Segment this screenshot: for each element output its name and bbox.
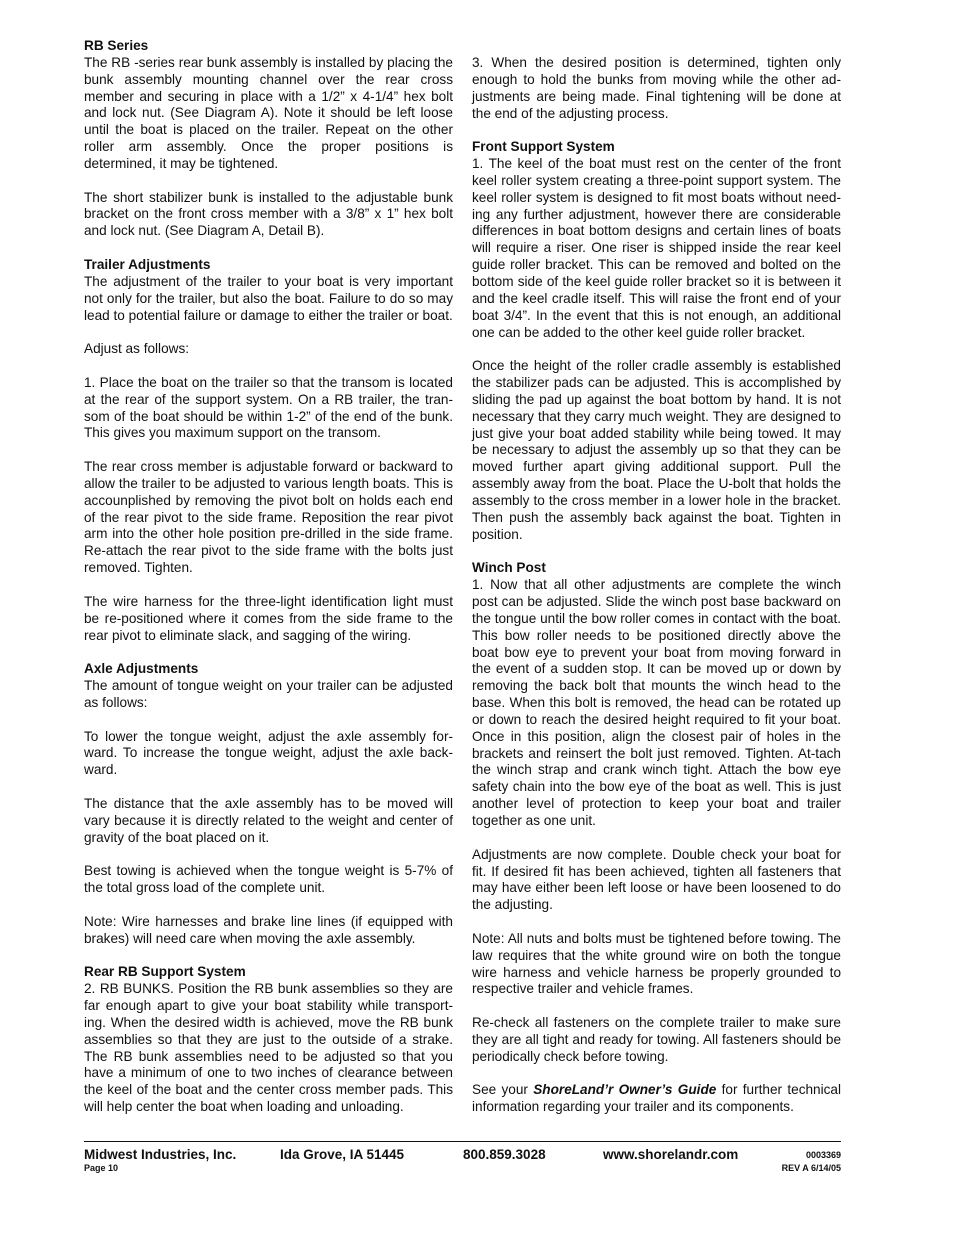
footer-revision: REV A 6/14/05 — [781, 1163, 841, 1173]
paragraph: Note: Wire harnesses and brake line lines (if equipped with brakes) will need care when moving the axle assembly. — [84, 913, 453, 946]
section-heading-rb-series: RB Series — [84, 38, 149, 53]
paragraph: The short stabilizer bunk is installed to the adjustable bunk bracket on the front cross member with a 3/8” x 1” hex bolt and lock nut. (See Diagram A, Detail B). — [84, 189, 453, 239]
paragraph: Once the height of the roller cradle assembly is established the stabilizer pads can be adjusted. This is accomplished by sliding the pad up against the boat bottom by hand. It is not necessary that they carry much weight. They are designed to just give your boat added stability while being towed. It may be necessary to adjust the assembly up so that they can be moved further apart giving additional support. Pull the assembly away from the boat. Place the U-bolt that holds the assembly to the cross member in a lower hole in the bracket. Then push the assembly back against the boat. Tighten in position. — [472, 358, 841, 542]
footer-doc-number: 0003369 — [805, 1150, 841, 1160]
footer-company: Midwest Industries, Inc. — [84, 1147, 237, 1162]
paragraph: Re-check all fasteners on the complete trailer to make sure they are all tight and ready for towing. All fasteners should be periodically check before towing. — [472, 1015, 841, 1064]
paragraph: Adjustments are now complete. Double check your boat for fit. If desired fit has been achieved, tighten all fasteners that may have either been left loose or have been loosened to do the adjusting. — [472, 846, 841, 913]
section-heading-winch-post: Winch Post — [472, 560, 546, 576]
paragraph: The wire harness for the three-light identification light must be re-positioned where it comes from the side frame to the rear pivot to eliminate slack, and sagging of the wiring. — [84, 593, 453, 643]
paragraph: 1. Now that all other adjustments are complete the winch post can be adjusted. Slide the winch post base backward on the tongue until the bow roller comes in contact with the boat. This bow roller needs to be positioned directly above the boat bow eye to prevent your boat from moving forward in the event of a sudden stop. It can be moved up or down by removing the back bolt that mounts the winch head to the base. When this bolt is removed, the head can be rotated up or down to reach the desired height required to fit your boat. Once in this position, align the closest pair of holes in the brackets and reinsert the bolt just removed. Tighten. At-tach the winch strap and crank winch tight. Attach the bow eye safety chain into the bow eye of the boat as well. This is just another level of protection to keep your boat and trailer together as one unit. — [472, 577, 841, 828]
paragraph: 1. The keel of the boat must rest on the center of the front keel roller system creating a three-point support system. The keel roller system is designed to fit most boats without need-ing any further adjustment, however there are considerable differences in boat bottom designs and certain lines of boats will require a riser. One riser is shipped inside the rear keel guide roller bracket. This can be removed and bolted on the bottom side of the keel guide roller bracket so it is between it and the keel cradle itself. This will raise the front end of your boat 3/4”. In the event that this is not enough, an additional one can be added to the other keel guide roller bracket. — [472, 156, 841, 340]
paragraph: 3. When the desired position is determined, tighten only enough to hold the bunks from moving while the other ad-justments are being made. Final tightening will be done at the end of the adjusting process. — [472, 55, 841, 121]
left-column — [84, 38, 453, 1116]
footer-website: www.shorelandr.com — [603, 1147, 739, 1162]
paragraph: The amount of tongue weight on your trailer can be adjusted as follows: — [84, 678, 453, 710]
paragraph: 1. Place the boat on the trailer so that the transom is located at the rear of the support system. On a RB trailer, the tran-som of the boat should be within 1-2” of the end of the bunk. This gives you maximum support on the transom. — [84, 374, 453, 441]
paragraph: The rear cross member is adjustable forward or backward to allow the trailer to be adjusted to various length boats. This is accounplished by removing the pivot bolt on holds each end of the rear pivot to the side frame. Reposition the rear pivot arm into the other hole position pre-drilled in the side frame. Re-attach the rear pivot to the side frame with the bolts just removed. Tighten. — [84, 459, 453, 576]
section-heading-front-support: Front Support System — [472, 139, 615, 155]
paragraph: The RB -series rear bunk assembly is installed by placing the bunk assembly mounting channel over the rear cross member and securing in place with a 1/2” x 4-1/4” hex bolt and lock nut. (See Diagram A). Note it should be left loose until the boat is placed on the trailer. Repeat on the other roller arm assembly. Once the proper positions is determined, it may be tightened. — [84, 54, 453, 171]
paragraph-owners-guide-reference — [472, 1082, 841, 1116]
paragraph: The adjustment of the trailer to your boat is very important not only for the trailer, but also the boat. Failure to do so may lead to potential failure or damage to either the trailer or boat. — [84, 273, 453, 323]
footer-phone: 800.859.3028 — [463, 1147, 546, 1162]
paragraph: Best towing is achieved when the tongue weight is 5-7% of the total gross load of the complete unit. — [84, 863, 453, 896]
footer-location: Ida Grove, IA 51445 — [280, 1147, 405, 1162]
section-heading-trailer-adjustments: Trailer Adjustments — [84, 256, 211, 272]
paragraph: To lower the tongue weight, adjust the axle assembly for-ward. To increase the tongue weight, adjust the axle back-ward. — [84, 728, 453, 778]
paragraph: Note: All nuts and bolts must be tightened before towing. The law requires that the white ground wire on both the tongue wire harness and vehicle harness be properly grounded to respective trailer and vehicle frames. — [472, 930, 841, 997]
footer-divider — [84, 1141, 841, 1142]
section-heading-rear-rb-support: Rear RB Support System — [84, 964, 246, 980]
footer-page-number: Page 10 — [84, 1163, 119, 1173]
text: See your — [472, 1082, 534, 1098]
right-column — [472, 55, 841, 1116]
section-heading-axle-adjustments: Axle Adjustments — [84, 661, 199, 677]
paragraph: The distance that the axle assembly has to be moved will vary because it is directly related to the weight and center of gravity of the boat placed on it. — [84, 795, 453, 845]
owners-guide-title: ShoreLand’r Owner’s Guide — [533, 1082, 717, 1098]
text: for further technical information regarding your trailer and its components. — [472, 1082, 842, 1115]
paragraph: 2. RB BUNKS. Position the RB bunk assemblies so they are far enough apart to give your boat stability while transport-ing. When the desired width is achieved, move the RB bunk assemblies so that they are just to the outside of a strake. The RB bunk assemblies need to be adjusted so that you have a minimum of one to two inches of clearance between the keel of the boat and the center cross member pads. This will help center the boat when loading and unloading. — [84, 981, 453, 1115]
paragraph: Adjust as follows: — [84, 341, 190, 357]
